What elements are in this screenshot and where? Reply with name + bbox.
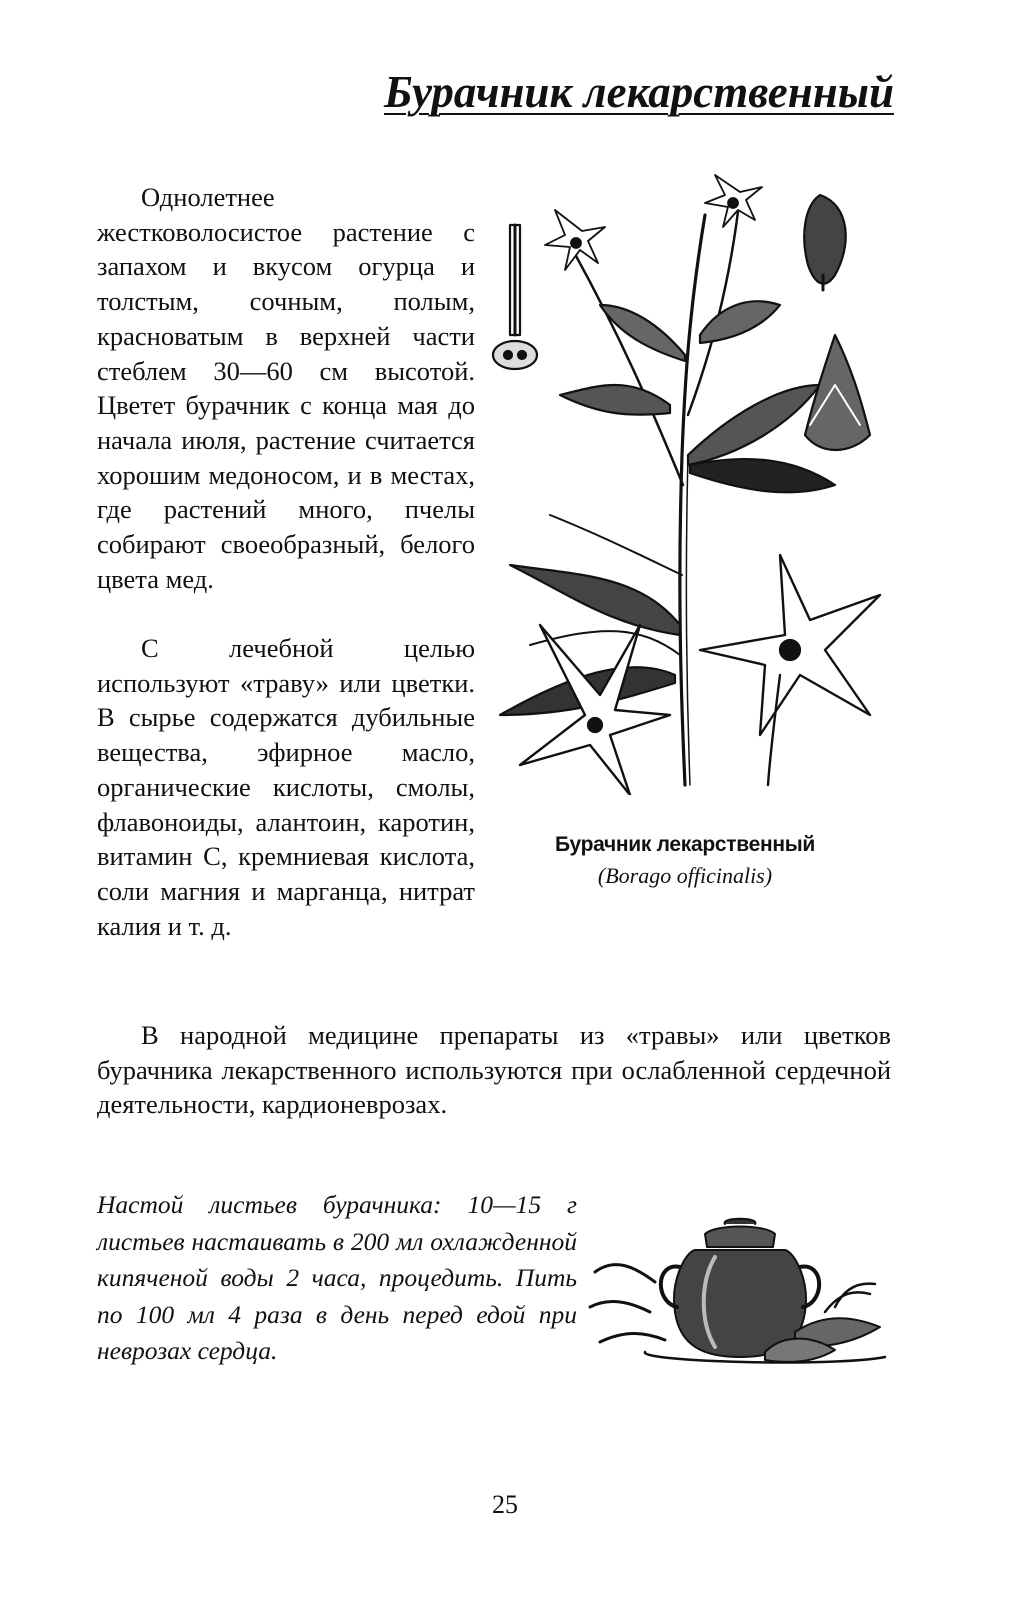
usage-paragraph bbox=[97, 631, 475, 943]
folk-medicine-paragraph: В народной медицине препараты из «травы» или цветков бурачника лекарственного используются при ослабленной сердечной деятельности, кардионеврозах. bbox=[97, 1020, 891, 1120]
intro-paragraph bbox=[97, 180, 475, 596]
paragraph-composition: С лечебной целью используют «траву» или цветки. В сырье содержатся дубильные вещества, эфирное масло, органические кислоты, смолы, флавоноиды, алантоин, каротин, витамин С, кремниевая кислота, соли магния и марганца, нитрат калия и т. д. bbox=[97, 633, 475, 941]
figure-caption bbox=[520, 830, 850, 892]
page-title: Бурачник лекарственный bbox=[384, 67, 894, 117]
paragraph-description: Однолетнее жестковолосистое растение с запахом и вкусом огурца и толстым, сочным, полым, красноватым в верхней части стеблем 30—60 см высотой. Цветет бурачник с конца мая до начала июля, растение считается хорошим медоносом, и в местах, где растений много, пчелы собирают своеобразный, белого цвета мед. bbox=[97, 182, 475, 594]
pot-illustration bbox=[585, 1212, 890, 1372]
infusion-recipe: Настой листьев бурачника: 10—15 г листьев настаивать в 200 мл охлажденной кипяченой воды 2 часа, процедить. Пить по 100 мл 4 раза в день перед едой при неврозах сердца. bbox=[97, 1190, 577, 1365]
page-number: 25 bbox=[492, 1490, 518, 1519]
caption-plant-name: Бурачник лекарственный bbox=[555, 833, 815, 856]
borage-illustration bbox=[490, 155, 890, 795]
caption-latin-name: (Borago officinalis) bbox=[597, 863, 773, 888]
